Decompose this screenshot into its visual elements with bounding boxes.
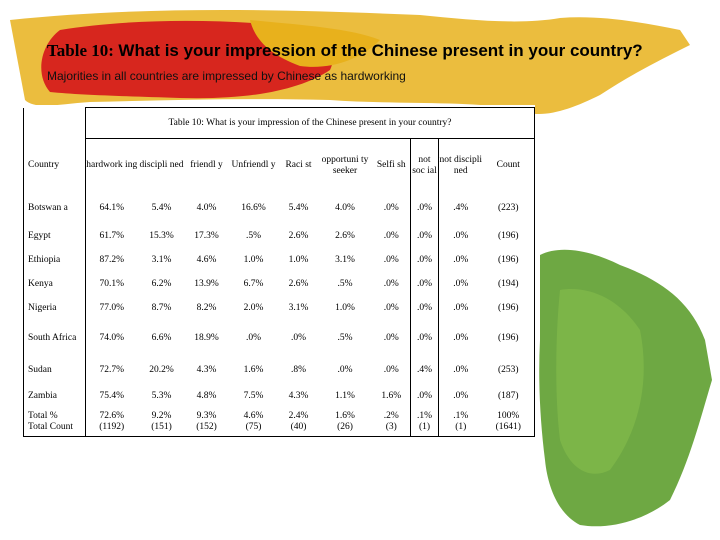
total-percent: 9.2% <box>151 411 172 421</box>
header-cell: Selfi sh <box>373 139 411 193</box>
row-country: Ethiopia <box>24 248 86 272</box>
table-cell: 5.4% <box>151 202 172 213</box>
table-cell: .0% <box>439 272 483 296</box>
total-cell <box>228 408 280 437</box>
total-cell <box>186 408 228 437</box>
table-cell: 6.7% <box>243 278 264 289</box>
total-count-label: Total Count <box>28 422 73 432</box>
table-cell: .0% <box>383 364 399 375</box>
table-cell: 75.4% <box>99 390 125 401</box>
table-cell: .8% <box>290 364 307 375</box>
table-cell: (196) <box>483 296 535 320</box>
header-country: Country <box>24 139 86 193</box>
row-country: Nigeria <box>24 296 86 320</box>
table-cell: .0% <box>383 202 399 213</box>
table-caption: Table 10: What is your impression of the Chinese present in your country? <box>86 108 535 139</box>
total-cell <box>373 408 411 437</box>
table-cell: .0% <box>439 356 483 384</box>
table-cell: 2.6% <box>288 230 309 241</box>
slide-title <box>47 40 643 61</box>
total-percent: 72.6% <box>99 411 125 421</box>
table-cell: .0% <box>383 230 399 241</box>
table-cell: 5.4% <box>288 202 309 213</box>
table-cell: 3.1% <box>335 254 355 265</box>
total-percent: .1% <box>453 411 469 421</box>
table-cell: 8.7% <box>151 302 172 313</box>
total-percent: 2.4% <box>288 411 309 421</box>
table-cell: 72.7% <box>99 364 125 375</box>
table-cell: 70.1% <box>99 278 125 289</box>
total-percent: .1% <box>416 411 433 421</box>
table-cell: 3.1% <box>151 254 172 265</box>
total-percent-label: Total % <box>28 411 58 421</box>
total-count: (1641) <box>495 422 521 432</box>
table-header-row <box>24 139 535 193</box>
total-cell <box>483 408 535 437</box>
total-percent: .2% <box>383 411 399 421</box>
table-cell: 4.3% <box>288 390 309 401</box>
table-cell: .0% <box>411 224 439 248</box>
table-cell: 15.3% <box>149 230 174 241</box>
table-cell: (194) <box>483 272 535 296</box>
total-percent: 4.6% <box>243 411 264 421</box>
row-country: Sudan <box>24 356 86 384</box>
table-cell: 2.6% <box>288 278 309 289</box>
table-cell: 4.6% <box>196 254 217 265</box>
total-cell <box>411 408 439 437</box>
table-cell: .0% <box>245 332 262 343</box>
header-cell: not soc ial <box>411 139 439 193</box>
table-row <box>24 248 535 272</box>
table-cell: .0% <box>439 384 483 408</box>
table-row <box>24 272 535 296</box>
table-cell: .5% <box>337 332 353 343</box>
total-count: (1192) <box>99 422 125 432</box>
table-row <box>24 384 535 408</box>
table-cell: .5% <box>245 230 262 241</box>
table-cell: 1.6% <box>381 390 402 401</box>
slide-subtitle: Majorities in all countries are impressed by Chinese as hardworking <box>47 69 406 83</box>
table-cell: .0% <box>383 254 399 265</box>
row-country: South Africa <box>24 320 86 356</box>
table-total-row <box>24 408 535 437</box>
table-cell: 4.3% <box>196 364 217 375</box>
table-cell: 1.0% <box>288 254 309 265</box>
total-percent: 9.3% <box>196 411 217 421</box>
total-cell <box>138 408 186 437</box>
table-cell: 87.2% <box>99 254 125 265</box>
table-cell: .0% <box>411 384 439 408</box>
header-cell: Raci st <box>280 139 318 193</box>
total-cell <box>318 408 373 437</box>
table-cell: .0% <box>383 278 399 289</box>
table-row <box>24 356 535 384</box>
total-count: (152) <box>196 422 217 432</box>
table-cell: 1.0% <box>243 254 264 265</box>
table-cell: 61.7% <box>99 230 125 241</box>
table-row <box>24 224 535 248</box>
table-cell: .0% <box>411 296 439 320</box>
table-cell: 1.1% <box>335 390 355 401</box>
row-country: Zambia <box>24 384 86 408</box>
table-cell: 17.3% <box>194 230 219 241</box>
table-cell: 2.6% <box>335 230 355 241</box>
total-count: (26) <box>337 422 353 432</box>
total-count: (75) <box>245 422 262 432</box>
table-cell: 8.2% <box>196 302 217 313</box>
table-cell: 64.1% <box>99 202 125 213</box>
slide-title-lead: Table 10: <box>47 41 114 60</box>
impression-table <box>23 107 535 437</box>
total-percent: 100% <box>497 411 520 421</box>
table-cell: (196) <box>483 224 535 248</box>
row-country: Kenya <box>24 272 86 296</box>
table-cell: .4% <box>439 192 483 224</box>
table-cell: 16.6% <box>241 202 266 213</box>
caption-blank <box>24 108 86 139</box>
table-cell: 6.2% <box>151 278 172 289</box>
table-caption-row <box>24 108 535 139</box>
slide-title-question: What is your impression of the Chinese present in your country? <box>118 41 643 60</box>
table-cell: (187) <box>483 384 535 408</box>
total-count: (3) <box>385 422 397 432</box>
table-cell: .0% <box>383 332 399 343</box>
table-cell: 4.0% <box>335 202 355 213</box>
table-cell: .0% <box>439 224 483 248</box>
header-cell: hardwork ing <box>86 139 138 193</box>
table-cell: 18.9% <box>194 332 219 343</box>
table-row <box>24 192 535 224</box>
table-cell: .0% <box>439 248 483 272</box>
table-cell: 1.6% <box>243 364 264 375</box>
total-count: (40) <box>290 422 307 432</box>
total-cell <box>439 408 483 437</box>
table-cell: (196) <box>483 248 535 272</box>
table-cell: 1.0% <box>335 302 355 313</box>
table-cell: .5% <box>337 278 353 289</box>
table-cell: .0% <box>383 302 399 313</box>
table-cell: 13.9% <box>194 278 219 289</box>
table-cell: 4.8% <box>196 390 217 401</box>
table-cell: 20.2% <box>149 364 174 375</box>
table-cell: 3.1% <box>288 302 309 313</box>
total-count: (1) <box>455 422 467 432</box>
row-total-label <box>24 408 86 437</box>
table-cell: .0% <box>290 332 307 343</box>
table-cell: 4.0% <box>196 202 217 213</box>
table-cell: 6.6% <box>151 332 172 343</box>
table-cell: 77.0% <box>99 302 125 313</box>
total-count: (1) <box>418 422 431 432</box>
header-count: Count <box>483 139 535 193</box>
table-cell: (196) <box>483 320 535 356</box>
total-count: (151) <box>151 422 172 432</box>
table-cell: .0% <box>337 364 353 375</box>
table-cell: .0% <box>411 320 439 356</box>
header-cell: opportuni ty seeker <box>318 139 373 193</box>
header-cell: Unfriendl y <box>228 139 280 193</box>
table-cell: .0% <box>411 272 439 296</box>
table-cell: .0% <box>411 192 439 224</box>
table-row <box>24 296 535 320</box>
table-cell: .0% <box>439 320 483 356</box>
table-cell: (253) <box>483 356 535 384</box>
table-cell: (223) <box>483 192 535 224</box>
row-country: Botswan a <box>24 192 86 224</box>
total-cell <box>86 408 138 437</box>
table-cell: .4% <box>411 356 439 384</box>
table-cell: .0% <box>411 248 439 272</box>
header-cell: discipli ned <box>138 139 186 193</box>
total-percent: 1.6% <box>335 411 355 421</box>
total-cell <box>280 408 318 437</box>
table-cell: 74.0% <box>99 332 125 343</box>
header-cell: not discipli ned <box>439 139 483 193</box>
table-cell: 5.3% <box>151 390 172 401</box>
table-row <box>24 320 535 356</box>
table-cell: 2.0% <box>243 302 264 313</box>
table-cell: .0% <box>439 296 483 320</box>
row-country: Egypt <box>24 224 86 248</box>
table-cell: 7.5% <box>243 390 264 401</box>
header-cell: friendl y <box>186 139 228 193</box>
